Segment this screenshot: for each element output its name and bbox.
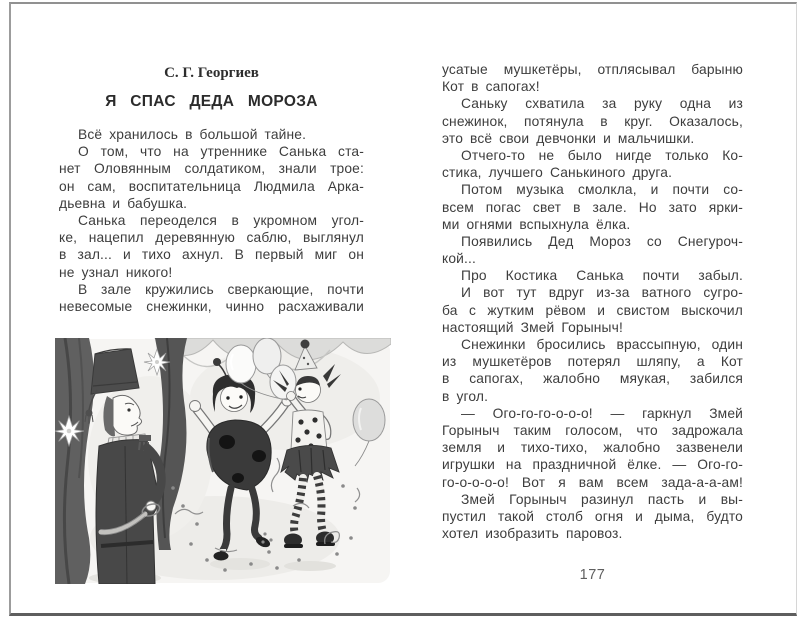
left-text-column xyxy=(59,126,364,315)
text-line: не узнал никого! xyxy=(59,264,173,280)
text-line: — Ого-го-го-о-о-о! — гаркнул Змей xyxy=(461,405,743,421)
story-title: Я СПАС ДЕДА МОРОЗА xyxy=(105,93,318,110)
text-line: в угол. xyxy=(442,388,489,404)
text-line: земля и тихо-тихо, жалобно зазвенели xyxy=(442,440,743,456)
text-line: Всё хранилось в большой тайне. xyxy=(78,127,307,142)
text-line: Змей Горыныч разинул пасть и вы- xyxy=(461,491,743,507)
text-line: это всё свои девчонки и мальчишки. xyxy=(442,130,695,146)
text-line: пустил такой столб огня и дыма, будто xyxy=(442,508,743,524)
text-line: О том, что на утреннике Санька ста- xyxy=(78,144,364,160)
text-line: Снежинки бросились врассыпную, один xyxy=(461,337,743,352)
text-line: Кот в сапогах! xyxy=(442,79,540,95)
text-line: Потом музыка смолкла, и почти со- xyxy=(461,182,743,198)
page-number: 177 xyxy=(579,567,606,583)
text-line: ми огнями вспыхнула ёлка. xyxy=(442,216,631,232)
text-line: ба с жутким рёвом и свистом выскочил xyxy=(442,302,743,318)
text-line: снежинок, потянула в круг. Оказалось, xyxy=(442,113,743,129)
text-line: В зале кружились сверкающие, почти xyxy=(78,281,364,297)
text-line: невесомые снежинки, чинно расхаживали xyxy=(59,298,364,314)
text-line: в зал... и тихо ахнул. В первый миг он xyxy=(59,247,364,263)
author-name: С. Г. Георгиев xyxy=(164,65,259,81)
text-line: Горыныч таким голосом, что задрожала xyxy=(442,422,743,438)
text-line: Санька переоделся в укромном угол- xyxy=(78,212,364,228)
text-line: игрушки на праздничной ёлке. — Ого-го- xyxy=(442,457,743,473)
right-text-column xyxy=(442,61,743,542)
text-line: Отчего-то не было нигде только Ко- xyxy=(461,147,743,163)
text-line: нет Оловянным солдатиком, знали трое: xyxy=(59,161,364,177)
text-line: всем погас свет в зале. Но зато ярки- xyxy=(442,199,743,215)
text-line: усатые мушкетёры, отплясывал барыню xyxy=(442,62,743,77)
text-line: он сам, воспитательница Людмила Арка- xyxy=(59,178,364,194)
text-line: Появились Дед Мороз со Снегуроч- xyxy=(461,233,743,249)
text-line: И вот тут вдруг из-за ватного сугро- xyxy=(461,285,743,301)
text-line: ке, нацепил деревянную саблю, выглянул xyxy=(59,230,364,246)
text-line: дьевна и бабушка. xyxy=(59,195,188,211)
text-line: настоящий Змей Горыныч! xyxy=(442,319,623,335)
story-illustration xyxy=(55,338,391,584)
text-line: го-о-о-о-о! Вот я вам всем зада-а-а-ам! xyxy=(442,474,743,490)
text-line: стика, лучшего Санькиного друга. xyxy=(442,165,673,181)
text-line: из мушкетёров потерял шляпу, а Кот xyxy=(442,354,743,370)
text-line: хотел изобразить паровоз. xyxy=(442,526,623,542)
text-line: кой... xyxy=(442,251,476,267)
text-line: в сапогах, жалобно мяукая, забился xyxy=(442,371,743,387)
text-line: Саньку схватила за руку одна из xyxy=(461,96,743,112)
text-line: Про Костика Санька почти забыл. xyxy=(461,268,743,284)
